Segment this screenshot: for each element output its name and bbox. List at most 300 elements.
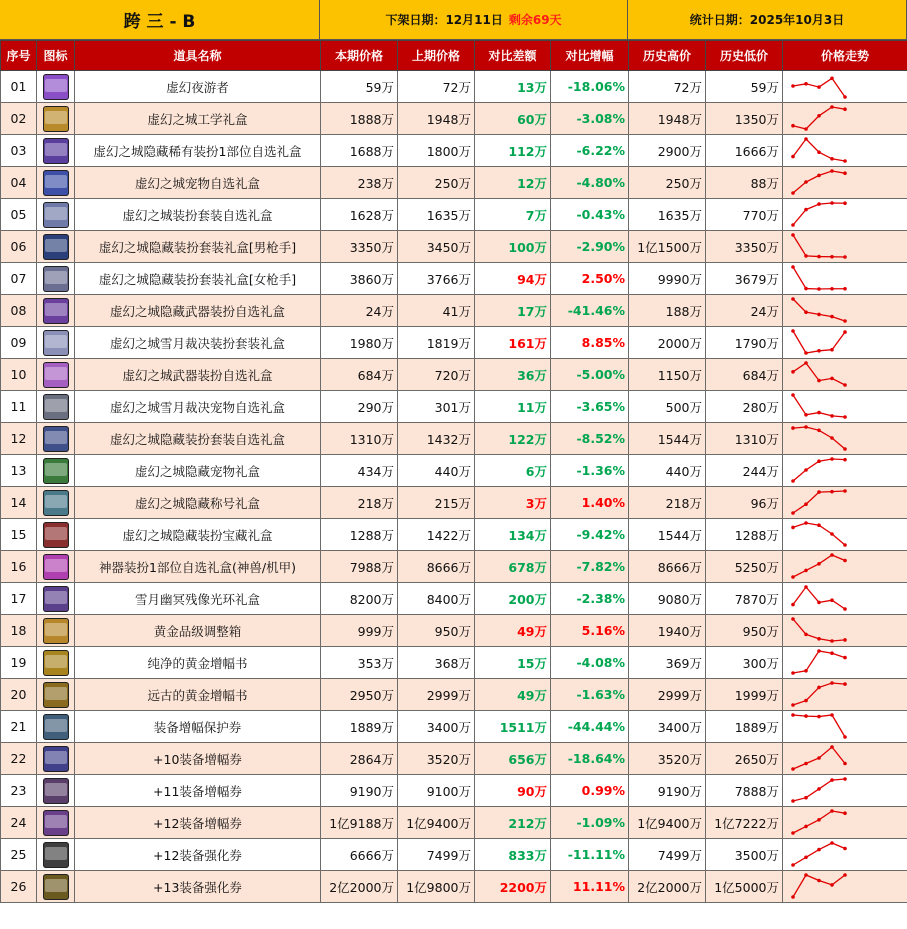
price-diff: 49万 [475, 679, 551, 711]
item-icon-cell [37, 871, 75, 903]
previous-price: 1800万 [398, 135, 475, 167]
price-diff: 49万 [475, 615, 551, 647]
price-change-pct: -18.06% [551, 71, 629, 103]
trend-line [793, 491, 845, 513]
trend-point [843, 447, 847, 451]
table-row [1, 519, 907, 551]
current-price: 2864万 [321, 743, 398, 775]
row-number: 21 [1, 711, 37, 743]
price-trend [783, 295, 907, 327]
previous-price: 250万 [398, 167, 475, 199]
trend-point [804, 82, 808, 86]
item-icon-cell [37, 615, 75, 647]
previous-price: 7499万 [398, 839, 475, 871]
row-number: 05 [1, 199, 37, 231]
trend-sparkline [783, 615, 907, 646]
trend-point [804, 669, 808, 673]
price-change-pct: -1.63% [551, 679, 629, 711]
trend-line [793, 235, 845, 257]
price-trend [783, 519, 907, 551]
trend-point [817, 114, 821, 118]
trend-point [817, 429, 821, 433]
history-high: 1亿9400万 [629, 807, 706, 839]
history-high: 369万 [629, 647, 706, 679]
history-high: 440万 [629, 455, 706, 487]
item-name: 虚幻之城隐藏装扮套装礼盒[男枪手] [75, 231, 321, 263]
history-high: 1940万 [629, 615, 706, 647]
trend-point [817, 523, 821, 527]
table-row [1, 423, 907, 455]
trend-sparkline [783, 839, 907, 870]
trend-sparkline [783, 327, 907, 358]
gold-box-icon [43, 106, 69, 132]
trend-sparkline [783, 583, 907, 614]
item-icon-cell [37, 359, 75, 391]
table-row [1, 231, 907, 263]
history-low: 1790万 [706, 327, 783, 359]
previous-price: 215万 [398, 487, 475, 519]
ancient-scroll-icon [43, 682, 69, 708]
history-low: 1889万 [706, 711, 783, 743]
row-number: 22 [1, 743, 37, 775]
trend-sparkline [783, 871, 907, 902]
row-number: 20 [1, 679, 37, 711]
trend-point [791, 671, 795, 675]
trend-sparkline [783, 551, 907, 582]
trend-point [817, 787, 821, 791]
history-low: 770万 [706, 199, 783, 231]
trend-point [804, 569, 808, 573]
trend-point [843, 255, 847, 259]
trend-sparkline [783, 135, 907, 166]
current-price: 353万 [321, 647, 398, 679]
column-header-row [1, 41, 907, 71]
item-name: 装备增幅保护券 [75, 711, 321, 743]
current-price: 6666万 [321, 839, 398, 871]
history-high: 1亿1500万 [629, 231, 706, 263]
trend-sparkline [783, 519, 907, 550]
price-change-pct: -6.22% [551, 135, 629, 167]
price-change-pct: -18.64% [551, 743, 629, 775]
item-name: 虚幻之城隐藏装扮套装礼盒[女枪手] [75, 263, 321, 295]
price-diff: 94万 [475, 263, 551, 295]
price-diff: 100万 [475, 231, 551, 263]
trend-point [817, 459, 821, 463]
previous-price: 72万 [398, 71, 475, 103]
row-number: 13 [1, 455, 37, 487]
item-icon-cell [37, 295, 75, 327]
price-change-pct: 0.99% [551, 775, 629, 807]
price-diff: 36万 [475, 359, 551, 391]
plus12-enhance-icon [43, 842, 69, 868]
trend-point [817, 649, 821, 653]
trend-point [843, 656, 847, 660]
price-diff: 122万 [475, 423, 551, 455]
trend-point [791, 511, 795, 515]
trend-point [830, 532, 834, 536]
trend-line [793, 203, 845, 225]
price-trend [783, 423, 907, 455]
row-number: 04 [1, 167, 37, 199]
item-icon-cell [37, 711, 75, 743]
item-name: +10装备增幅券 [75, 743, 321, 775]
price-trend [783, 135, 907, 167]
trend-point [843, 489, 847, 493]
white-box-icon [43, 330, 69, 356]
server-title: 跨 三 - B [0, 0, 320, 40]
price-trend [783, 327, 907, 359]
price-trend [783, 359, 907, 391]
previous-price: 368万 [398, 647, 475, 679]
row-number: 10 [1, 359, 37, 391]
item-icon-cell [37, 231, 75, 263]
item-icon-cell [37, 583, 75, 615]
trend-line [793, 651, 845, 673]
row-number: 12 [1, 423, 37, 455]
previous-price: 3520万 [398, 743, 475, 775]
row-number: 11 [1, 391, 37, 423]
history-low: 1666万 [706, 135, 783, 167]
trend-point [830, 436, 834, 440]
price-diff: 90万 [475, 775, 551, 807]
row-number: 06 [1, 231, 37, 263]
trend-point [830, 157, 834, 161]
history-low: 1350万 [706, 103, 783, 135]
item-name: 纯净的黄金增幅书 [75, 647, 321, 679]
row-number: 17 [1, 583, 37, 615]
trend-sparkline [783, 679, 907, 710]
trend-point [830, 457, 834, 461]
history-high: 8666万 [629, 551, 706, 583]
history-high: 3400万 [629, 711, 706, 743]
trend-point [791, 155, 795, 159]
table-row [1, 103, 907, 135]
trend-point [817, 562, 821, 566]
item-name: 虚幻之城隐藏装扮宝藏礼盒 [75, 519, 321, 551]
current-price: 684万 [321, 359, 398, 391]
row-number: 16 [1, 551, 37, 583]
previous-price: 440万 [398, 455, 475, 487]
price-change-pct: -7.82% [551, 551, 629, 583]
trend-sparkline [783, 423, 907, 454]
trend-point [843, 682, 847, 686]
price-table [0, 40, 907, 903]
table-row [1, 583, 907, 615]
trend-point [791, 617, 795, 621]
trend-point [830, 553, 834, 557]
row-number: 08 [1, 295, 37, 327]
row-number: 03 [1, 135, 37, 167]
price-change-pct: -8.52% [551, 423, 629, 455]
previous-price: 720万 [398, 359, 475, 391]
trend-point [817, 379, 821, 383]
current-price: 1310万 [321, 423, 398, 455]
history-high: 1150万 [629, 359, 706, 391]
history-high: 9990万 [629, 263, 706, 295]
previous-price: 1948万 [398, 103, 475, 135]
trend-sparkline [783, 103, 907, 134]
trend-point [843, 735, 847, 739]
previous-price: 1亿9800万 [398, 871, 475, 903]
price-change-pct: 2.50% [551, 263, 629, 295]
previous-price: 3450万 [398, 231, 475, 263]
previous-price: 41万 [398, 295, 475, 327]
trend-point [830, 77, 834, 81]
price-change-pct: -2.38% [551, 583, 629, 615]
col-header-no: 序号 [1, 41, 37, 71]
item-icon-cell [37, 423, 75, 455]
silver-knight-icon [43, 266, 69, 292]
item-name: 雪月幽冥残像光环礼盒 [75, 583, 321, 615]
silver-box-icon [43, 202, 69, 228]
price-change-pct: -4.80% [551, 167, 629, 199]
plus10-ticket-icon [43, 746, 69, 772]
item-name: 虚幻之城隐藏稀有装扮1部位自选礼盒 [75, 135, 321, 167]
trend-point [791, 393, 795, 397]
trend-point [791, 603, 795, 607]
col-header-current: 本期价格 [321, 41, 398, 71]
row-number: 19 [1, 647, 37, 679]
price-trend [783, 839, 907, 871]
item-icon-cell [37, 647, 75, 679]
trend-point [830, 809, 834, 813]
remaining-days: 剩余69天 [508, 13, 562, 27]
trend-point [791, 575, 795, 579]
trend-point [804, 254, 808, 258]
trend-point [804, 310, 808, 314]
history-low: 3679万 [706, 263, 783, 295]
history-high: 500万 [629, 391, 706, 423]
trend-point [843, 95, 847, 99]
history-low: 59万 [706, 71, 783, 103]
price-diff: 833万 [475, 839, 551, 871]
history-high: 2999万 [629, 679, 706, 711]
item-name: 远古的黄金增幅书 [75, 679, 321, 711]
blue-knight-icon [43, 234, 69, 260]
price-change-pct: -1.09% [551, 807, 629, 839]
table-row [1, 71, 907, 103]
trend-point [817, 715, 821, 719]
item-name: 虚幻之城工学礼盒 [75, 103, 321, 135]
trend-point [843, 559, 847, 563]
price-change-pct: -0.43% [551, 199, 629, 231]
row-number: 02 [1, 103, 37, 135]
trend-point [830, 377, 834, 381]
trend-point [843, 777, 847, 781]
trend-point [843, 873, 847, 877]
trend-line [793, 555, 845, 577]
trend-point [804, 699, 808, 703]
trend-point [830, 201, 834, 205]
history-low: 1亿7222万 [706, 807, 783, 839]
trend-point [804, 425, 808, 429]
price-change-pct: -1.36% [551, 455, 629, 487]
trend-point [791, 895, 795, 899]
table-row [1, 839, 907, 871]
delist-date [320, 0, 628, 40]
history-low: 2650万 [706, 743, 783, 775]
history-low: 3350万 [706, 231, 783, 263]
indigo-box-icon [43, 426, 69, 452]
item-name: 虚幻之城隐藏宠物礼盒 [75, 455, 321, 487]
row-number: 07 [1, 263, 37, 295]
history-high: 250万 [629, 167, 706, 199]
trend-point [817, 255, 821, 259]
previous-price: 301万 [398, 391, 475, 423]
trend-point [804, 856, 808, 860]
price-change-pct: -41.46% [551, 295, 629, 327]
history-low: 7888万 [706, 775, 783, 807]
trend-point [804, 825, 808, 829]
price-change-pct: -4.08% [551, 647, 629, 679]
trend-point [843, 458, 847, 462]
history-high: 1635万 [629, 199, 706, 231]
history-high: 218万 [629, 487, 706, 519]
price-trend [783, 487, 907, 519]
price-trend [783, 871, 907, 903]
current-price: 9190万 [321, 775, 398, 807]
col-header-pct: 对比增幅 [551, 41, 629, 71]
history-high: 188万 [629, 295, 706, 327]
previous-price: 1422万 [398, 519, 475, 551]
item-name: +12装备强化券 [75, 839, 321, 871]
col-header-high: 历史高价 [629, 41, 706, 71]
history-low: 96万 [706, 487, 783, 519]
trend-point [817, 490, 821, 494]
history-low: 7870万 [706, 583, 783, 615]
trend-point [817, 202, 821, 206]
item-icon-cell [37, 263, 75, 295]
item-icon-cell [37, 487, 75, 519]
trend-point [830, 348, 834, 352]
previous-price: 1819万 [398, 327, 475, 359]
previous-price: 950万 [398, 615, 475, 647]
trend-point [791, 863, 795, 867]
current-price: 2950万 [321, 679, 398, 711]
trend-sparkline [783, 711, 907, 742]
trend-point [791, 767, 795, 771]
trend-point [830, 651, 834, 655]
current-price: 1980万 [321, 327, 398, 359]
table-row [1, 263, 907, 295]
trend-point [817, 313, 821, 317]
trend-point [804, 208, 808, 212]
item-icon-cell [37, 519, 75, 551]
current-price: 999万 [321, 615, 398, 647]
price-diff: 1511万 [475, 711, 551, 743]
trend-point [804, 413, 808, 417]
table-row [1, 135, 907, 167]
price-change-pct: -5.00% [551, 359, 629, 391]
table-row [1, 807, 907, 839]
trend-point [817, 150, 821, 154]
trend-sparkline [783, 743, 907, 774]
item-name: 虚幻之城宠物自选礼盒 [75, 167, 321, 199]
trend-sparkline [783, 71, 907, 102]
trend-point [843, 383, 847, 387]
trend-point [817, 411, 821, 415]
price-trend [783, 743, 907, 775]
row-number: 09 [1, 327, 37, 359]
price-diff: 161万 [475, 327, 551, 359]
item-name: 虚幻之城雪月裁决宠物自选礼盒 [75, 391, 321, 423]
red-box-icon [43, 522, 69, 548]
previous-price: 1432万 [398, 423, 475, 455]
price-trend [783, 583, 907, 615]
trend-sparkline [783, 263, 907, 294]
trend-point [830, 883, 834, 887]
item-icon-cell [37, 775, 75, 807]
trend-point [830, 841, 834, 845]
price-diff: 2200万 [475, 871, 551, 903]
trend-point [843, 171, 847, 175]
price-change-pct: -2.90% [551, 231, 629, 263]
previous-price: 2999万 [398, 679, 475, 711]
trend-point [830, 745, 834, 749]
row-number: 14 [1, 487, 37, 519]
price-diff: 13万 [475, 71, 551, 103]
gold-chest-icon [43, 618, 69, 644]
stat-date: 统计日期：2025年10月3日 [628, 0, 907, 40]
history-high: 2亿2000万 [629, 871, 706, 903]
trend-line [793, 267, 845, 289]
trend-point [817, 686, 821, 690]
table-row [1, 711, 907, 743]
price-change-pct: 5.16% [551, 615, 629, 647]
row-number: 01 [1, 71, 37, 103]
history-low: 1999万 [706, 679, 783, 711]
trend-point [843, 201, 847, 205]
trend-point [804, 762, 808, 766]
item-name: 黄金品级调整箱 [75, 615, 321, 647]
table-row [1, 647, 907, 679]
table-row [1, 743, 907, 775]
item-icon-cell [37, 551, 75, 583]
trend-point [843, 330, 847, 334]
item-icon-cell [37, 455, 75, 487]
trend-sparkline [783, 391, 907, 422]
trend-point [843, 847, 847, 851]
history-low: 950万 [706, 615, 783, 647]
item-icon-cell [37, 679, 75, 711]
trend-point [804, 585, 808, 589]
item-icon-cell [37, 199, 75, 231]
history-low: 684万 [706, 359, 783, 391]
current-price: 2亿2000万 [321, 871, 398, 903]
price-change-pct: -3.08% [551, 103, 629, 135]
price-change-pct: 11.11% [551, 871, 629, 903]
table-row [1, 295, 907, 327]
price-diff: 678万 [475, 551, 551, 583]
trend-point [830, 315, 834, 319]
current-price: 59万 [321, 71, 398, 103]
trend-point [830, 287, 834, 291]
price-trend [783, 647, 907, 679]
table-row [1, 551, 907, 583]
row-number: 25 [1, 839, 37, 871]
price-diff: 112万 [475, 135, 551, 167]
trend-point [830, 105, 834, 109]
price-change-pct: -3.65% [551, 391, 629, 423]
trend-point [830, 681, 834, 685]
halo-ring-icon [43, 586, 69, 612]
col-header-previous: 上期价格 [398, 41, 475, 71]
col-header-trend: 价格走势 [783, 41, 907, 71]
price-diff: 60万 [475, 103, 551, 135]
trend-point [817, 601, 821, 605]
price-diff: 12万 [475, 167, 551, 199]
current-price: 218万 [321, 487, 398, 519]
